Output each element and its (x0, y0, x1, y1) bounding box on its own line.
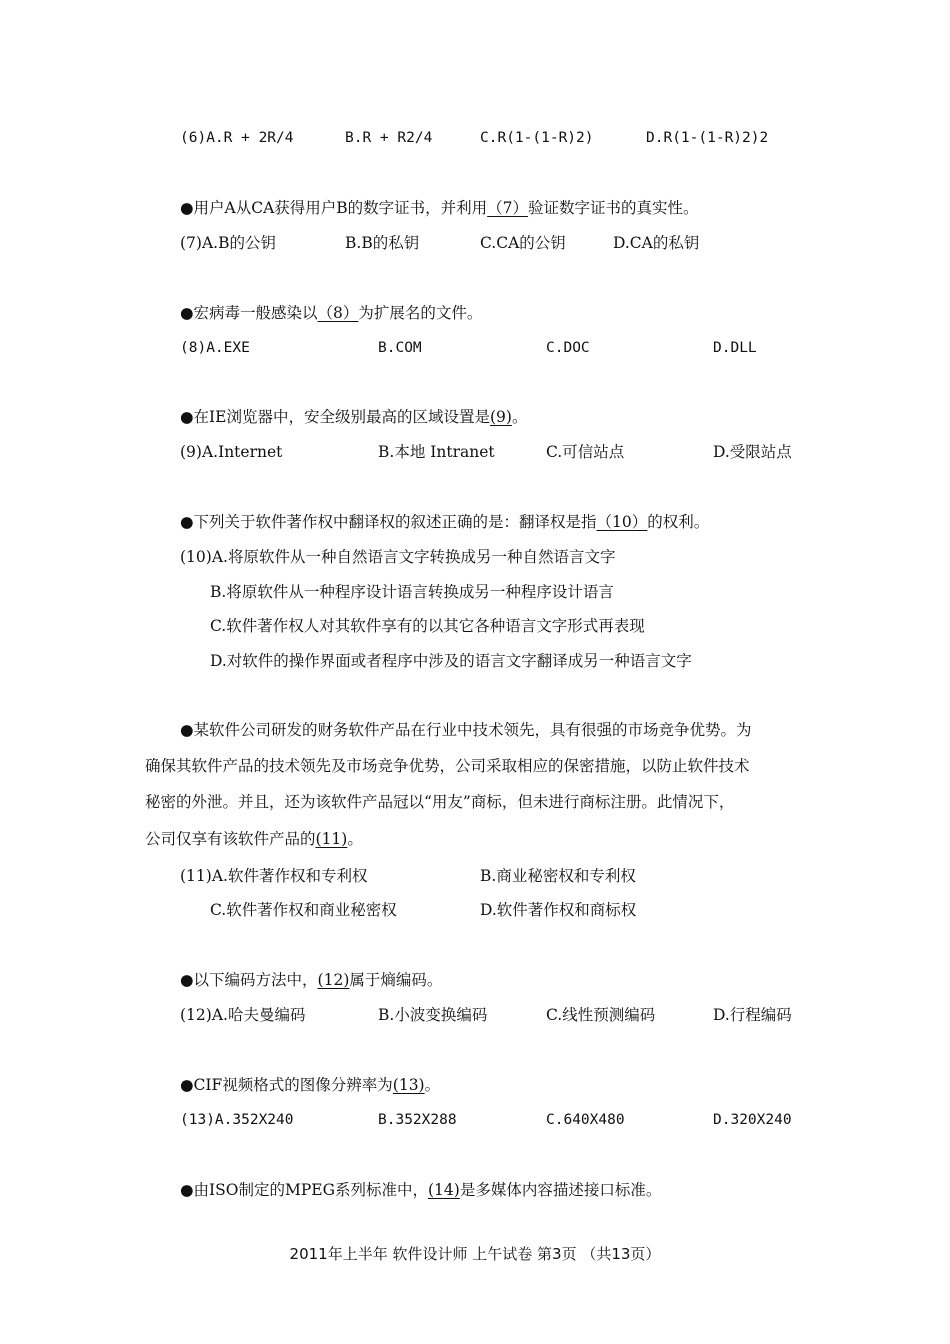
q10-question (180, 511, 709, 533)
q9-blank: (9) (489, 408, 512, 426)
q14-question (180, 1179, 661, 1201)
q9-text-pre: 在IE浏览器中，安全级别最高的区域设置是 (193, 408, 490, 426)
q11-text-post: 。 (347, 830, 363, 848)
q14-blank: (14) (427, 1181, 460, 1199)
q12-blank: (12) (317, 971, 350, 989)
q8-option-b: B.COM (378, 340, 422, 356)
q7-text-post: 验证数字证书的真实性。 (528, 199, 699, 217)
q13-option-c: C.640X480 (546, 1112, 625, 1128)
q8-option-d: D.DLL (713, 340, 757, 356)
q11-blank: (11) (315, 830, 348, 848)
q8-text-post: 为扩展名的文件。 (358, 304, 483, 322)
q11-question-line4 (145, 828, 363, 850)
q12-option-a: (12)A.哈夫曼编码 (180, 1006, 306, 1024)
q6-option-c: C.R(1-(1-R)2) (480, 130, 594, 146)
q7-blank: （7） (487, 199, 529, 217)
q6-option-b: B.R + R2/4 (345, 130, 433, 146)
q11-option-b: B.商业秘密权和专利权 (480, 867, 636, 885)
q11-option-c: C.软件著作权和商业秘密权 (210, 901, 397, 919)
q14-text-pre: 由ISO制定的MPEG系列标准中， (193, 1181, 428, 1199)
q7-option-c: C.CA的公钥 (480, 234, 566, 252)
q7-option-a: (7)A.B的公钥 (180, 234, 276, 252)
q10-option-a: (10)A.将原软件从一种自然语言文字转换成另一种自然语言文字 (180, 548, 616, 566)
q13-text-post: 。 (424, 1076, 441, 1094)
q12-question (180, 969, 442, 991)
q14-text-post: 是多媒体内容描述接口标准。 (459, 1181, 662, 1199)
q8-blank: （8） (317, 304, 359, 322)
q10-option-b: B.将原软件从一种程序设计语言转换成另一种程序设计语言 (210, 583, 614, 601)
q13-text-pre: CIF视频格式的图像分辨率为 (193, 1076, 393, 1094)
q10-option-d: D.对软件的操作界面或者程序中涉及的语言文字翻译成另一种语言文字 (210, 652, 692, 670)
q7-option-d: D.CA的私钥 (613, 234, 700, 252)
q7-question (180, 197, 699, 219)
q10-blank: （10） (596, 513, 648, 531)
q8-text-pre: 宏病毒一般感染以 (193, 304, 318, 322)
q10-option-c: C.软件著作权人对其软件享有的以其它各种语言文字形式再表现 (210, 617, 645, 635)
q12-option-d: D.行程编码 (713, 1006, 792, 1024)
q8-option-c: C.DOC (546, 340, 590, 356)
q12-option-b: B.小波变换编码 (378, 1006, 488, 1024)
q13-blank: (13) (392, 1076, 425, 1094)
page-footer: 2011年上半年 软件设计师 上午试卷 第3页 （共13页） (289, 1245, 661, 1263)
q11-option-d: D.软件著作权和商标权 (480, 901, 637, 919)
q10-text-post: 的权利。 (647, 513, 710, 531)
q9-option-c: C.可信站点 (546, 443, 625, 461)
q8-question (180, 302, 482, 324)
q8-option-a: (8)A.EXE (180, 340, 250, 356)
q11-option-a: (11)A.软件著作权和专利权 (180, 867, 368, 885)
q9-option-b: B.本地 Intranet (378, 443, 495, 461)
q12-text-post: 属于熵编码。 (349, 971, 443, 989)
q7-option-b: B.B的私钥 (345, 234, 420, 252)
q9-question (180, 406, 527, 428)
q6-option-a: (6)A.R + 2R/4 (180, 130, 294, 146)
q13-option-d: D.320X240 (713, 1112, 792, 1128)
q7-text-pre: 用户A从CA获得用户B的数字证书，并利用 (193, 199, 488, 217)
q11-question-line1: ● 某软件公司研发的财务软件产品在行业中技术领先，具有很强的市场竞争优势。为 (180, 719, 752, 741)
q13-option-b: B.352X288 (378, 1112, 457, 1128)
q11-question-line3: 秘密的外泄。并且，还为该软件产品冠以“用友”商标，但未进行商标注册。此情况下， (145, 793, 735, 811)
q10-text-pre: 下列关于软件著作权中翻译权的叙述正确的是：翻译权是指 (193, 513, 597, 531)
q9-option-a: (9)A.Internet (180, 443, 283, 461)
q9-text-post: 。 (511, 408, 528, 426)
q12-text-pre: 以下编码方法中， (193, 971, 318, 989)
q13-question (180, 1074, 440, 1096)
q11-question-line2: 确保其软件产品的技术领先及市场竞争优势，公司采取相应的保密措施，以防止软件技术 (145, 757, 750, 775)
q12-option-c: C.线性预测编码 (546, 1006, 656, 1024)
q11-text-pre: 公司仅享有该软件产品的 (145, 830, 316, 848)
q6-option-d: D.R(1-(1-R)2)2 (646, 130, 769, 146)
q13-option-a: (13)A.352X240 (180, 1112, 294, 1128)
q9-option-d: D.受限站点 (713, 443, 792, 461)
